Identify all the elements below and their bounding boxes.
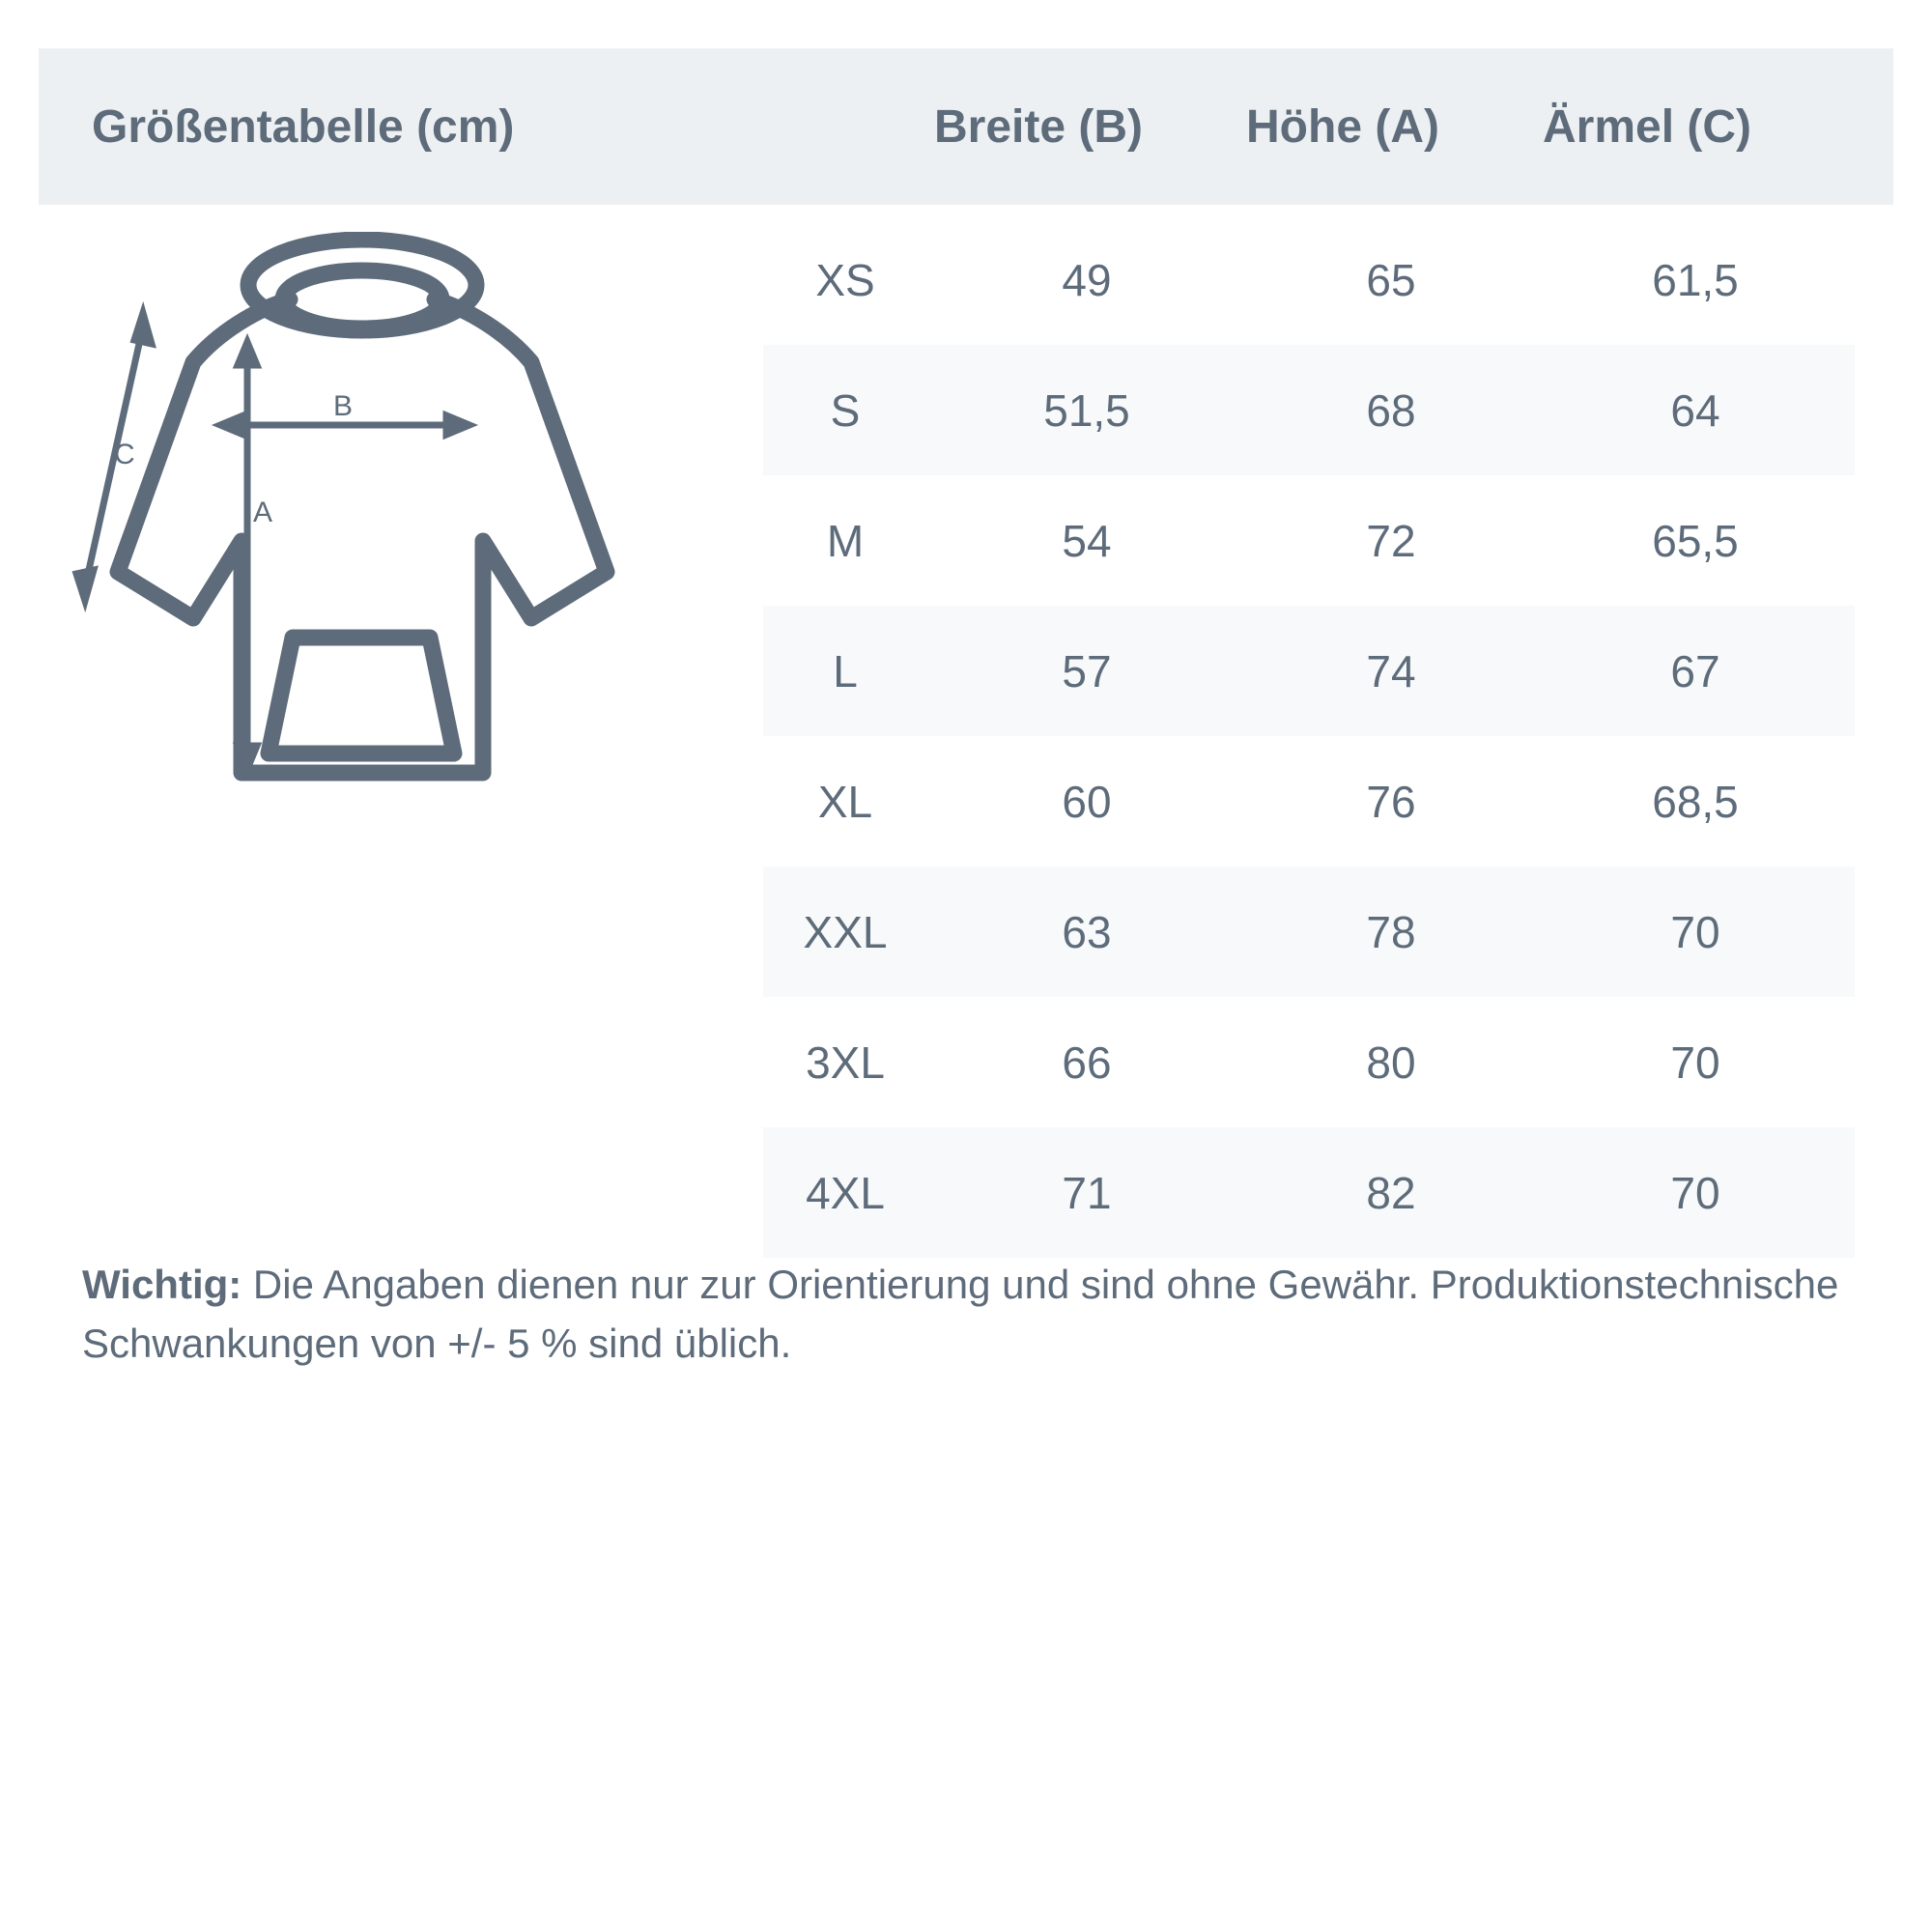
footnote-text: Die Angaben dienen nur zur Orientierung und sind ohne Gewähr. Produktionstechnische Schwankungen von +/- 5 % sind üblich. xyxy=(82,1262,1839,1366)
column-headers xyxy=(879,100,1889,154)
cell-breite: 57 xyxy=(1062,645,1112,696)
label-height: A xyxy=(253,497,273,528)
cell-breite: 63 xyxy=(1062,906,1112,957)
cell-breite: 60 xyxy=(1062,776,1112,827)
table-row xyxy=(763,736,1855,867)
cell-hoehe: 68 xyxy=(1366,384,1416,436)
column-header-hoehe: Höhe (A) xyxy=(1246,100,1439,153)
label-sleeve: C xyxy=(114,439,135,470)
cell-size: S xyxy=(830,384,861,436)
table-row xyxy=(763,1127,1855,1258)
column-header-aermel: Ärmel (C) xyxy=(1542,100,1752,153)
page-title: Größentabelle (cm) xyxy=(92,100,515,153)
footnote xyxy=(82,1256,1860,1374)
cell-aermel: 65,5 xyxy=(1652,515,1739,566)
cell-breite: 71 xyxy=(1062,1167,1112,1218)
cell-hoehe: 76 xyxy=(1366,776,1416,827)
cell-aermel: 70 xyxy=(1670,1167,1720,1218)
table-header-band xyxy=(39,48,1893,205)
cell-size: 4XL xyxy=(806,1167,885,1218)
cell-size: M xyxy=(826,515,865,566)
cell-aermel: 67 xyxy=(1670,645,1720,696)
cell-hoehe: 80 xyxy=(1366,1037,1416,1088)
cell-aermel: 64 xyxy=(1670,384,1720,436)
table-row xyxy=(763,997,1855,1127)
hoodie-measurement-diagram xyxy=(58,232,773,831)
cell-aermel: 70 xyxy=(1670,1037,1720,1088)
cell-hoehe: 72 xyxy=(1366,515,1416,566)
cell-hoehe: 78 xyxy=(1366,906,1416,957)
cell-breite: 54 xyxy=(1062,515,1112,566)
table-row xyxy=(763,214,1855,345)
cell-breite: 51,5 xyxy=(1043,384,1130,436)
cell-breite: 49 xyxy=(1062,254,1112,305)
cell-aermel: 61,5 xyxy=(1652,254,1739,305)
cell-hoehe: 74 xyxy=(1366,645,1416,696)
footnote-lead: Wichtig: xyxy=(82,1262,242,1307)
cell-size: XS xyxy=(815,254,875,305)
label-width: B xyxy=(333,390,354,422)
table-row xyxy=(763,606,1855,736)
table-row xyxy=(763,345,1855,475)
cell-size: 3XL xyxy=(806,1037,885,1088)
cell-aermel: 68,5 xyxy=(1652,776,1739,827)
cell-aermel: 70 xyxy=(1670,906,1720,957)
table-row xyxy=(763,475,1855,606)
cell-breite: 66 xyxy=(1062,1037,1112,1088)
cell-hoehe: 65 xyxy=(1366,254,1416,305)
cell-size: XXL xyxy=(803,906,888,957)
cell-hoehe: 82 xyxy=(1366,1167,1416,1218)
column-header-breite: Breite (B) xyxy=(933,100,1144,153)
table-row xyxy=(763,867,1855,997)
cell-size: XL xyxy=(817,776,873,827)
cell-size: L xyxy=(833,645,858,696)
size-table xyxy=(763,214,1855,1258)
